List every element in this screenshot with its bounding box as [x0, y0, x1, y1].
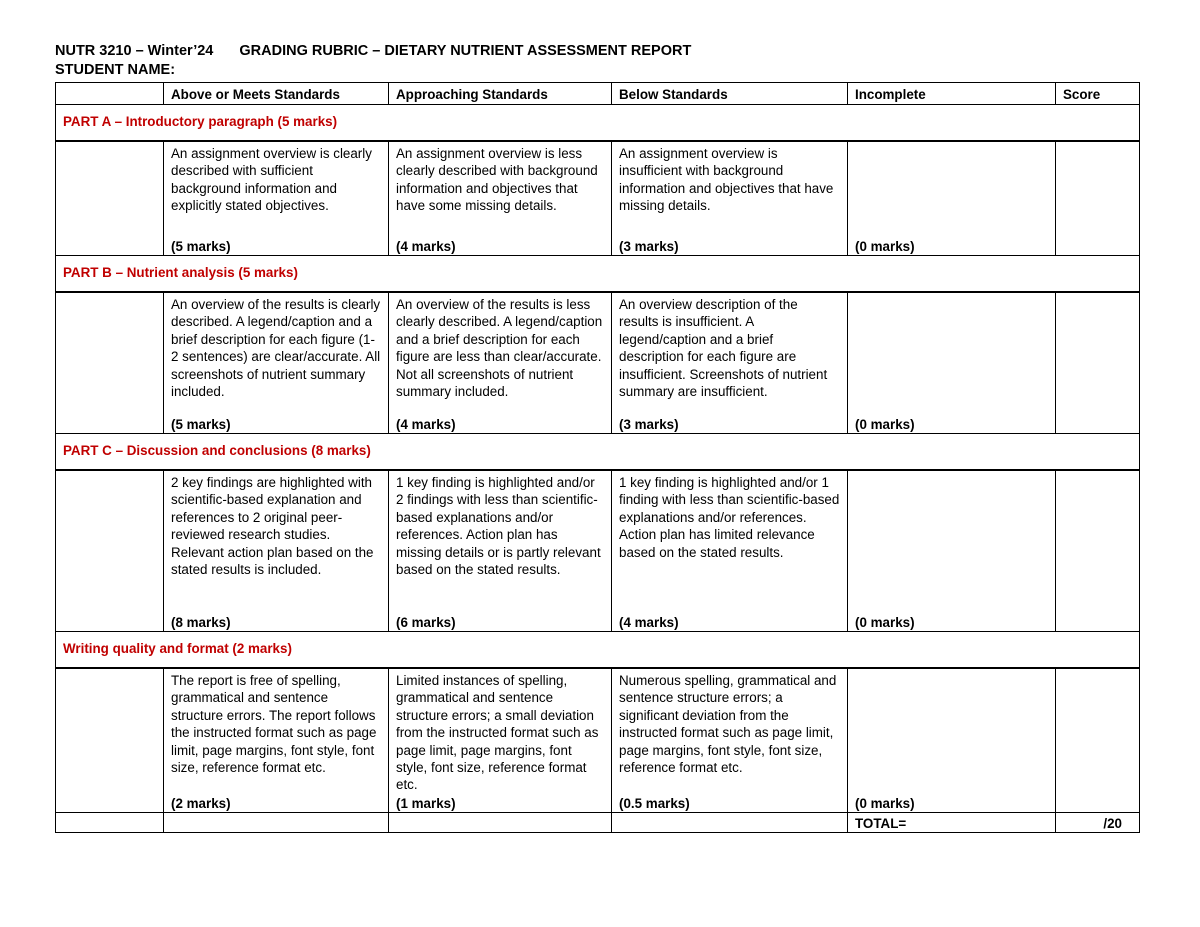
blank-header-cell	[56, 83, 164, 105]
rubric-row	[56, 470, 1140, 632]
score-cell[interactable]	[1056, 141, 1140, 256]
criteria-cell-incomplete	[848, 292, 1056, 434]
total-blank-cell	[389, 813, 612, 833]
rubric-table	[55, 82, 1140, 833]
criteria-cell-approaching	[389, 292, 612, 434]
student-name-label: STUDENT NAME:	[55, 62, 176, 78]
row-label-cell	[56, 292, 164, 434]
criteria-cell-above	[164, 668, 389, 813]
criteria-marks: (8 marks)	[171, 614, 231, 630]
criteria-description: An overview of the results is clearly described. A legend/caption and a brief description for each figure (1-2 sentences) are clear/accurate. All screenshots of nutrient summary included.	[171, 297, 381, 400]
criteria-description: Limited instances of spelling, grammatical and sentence structure errors; a small deviation from the instructed format such as page limit, page margins, font style, font size, reference format etc.	[396, 673, 599, 793]
criteria-description: 1 key finding is highlighted and/or 1 finding with less than scientific-based explanations and/or references. Action plan has limited relevance based on the stated results.	[619, 475, 840, 560]
rubric-title: GRADING RUBRIC – DIETARY NUTRIENT ASSESSMENT REPORT	[239, 43, 692, 59]
course-code: NUTR 3210 – Winter’24	[55, 43, 214, 59]
column-header-incomplete: Incomplete	[848, 83, 1056, 105]
total-blank-cell	[56, 813, 164, 833]
criteria-marks: (5 marks)	[171, 238, 231, 254]
section-title: PART C – Discussion and conclusions (8 marks)	[56, 434, 1140, 471]
rubric-row	[56, 292, 1140, 434]
criteria-marks: (4 marks)	[396, 416, 456, 432]
criteria-cell-above	[164, 470, 389, 632]
criteria-cell-incomplete	[848, 141, 1056, 256]
criteria-cell-below	[612, 292, 848, 434]
total-row	[56, 813, 1140, 833]
criteria-marks: (3 marks)	[619, 238, 679, 254]
section-title-row	[56, 632, 1140, 669]
criteria-marks: (1 marks)	[396, 795, 456, 811]
criteria-marks: (5 marks)	[171, 416, 231, 432]
score-cell[interactable]	[1056, 292, 1140, 434]
criteria-cell-approaching	[389, 668, 612, 813]
score-cell[interactable]	[1056, 668, 1140, 813]
column-header-row	[56, 83, 1140, 105]
score-cell[interactable]	[1056, 470, 1140, 632]
criteria-cell-incomplete	[848, 470, 1056, 632]
criteria-cell-below	[612, 141, 848, 256]
criteria-marks: (3 marks)	[619, 416, 679, 432]
column-header-approaching: Approaching Standards	[389, 83, 612, 105]
criteria-marks: (0 marks)	[855, 795, 915, 811]
header-title-line	[55, 42, 691, 61]
criteria-marks: (0 marks)	[855, 238, 915, 254]
criteria-cell-incomplete	[848, 668, 1056, 813]
criteria-description: An overview of the results is less clearly described. A legend/caption and a brief description for each figure are less than clear/accurate. Not all screenshots of nutrient summary included.	[396, 297, 603, 400]
section-title-row	[56, 105, 1140, 142]
criteria-marks: (0 marks)	[855, 416, 915, 432]
section-title-row	[56, 434, 1140, 471]
rubric-row	[56, 668, 1140, 813]
column-header-above: Above or Meets Standards	[164, 83, 389, 105]
criteria-description: An overview description of the results is insufficient. A legend/caption and a brief description for each figure are insufficient. Screenshots of nutrient summary are insufficient.	[619, 297, 828, 400]
criteria-description: An assignment overview is clearly described with sufficient background information and explicitly stated objectives.	[171, 146, 372, 214]
criteria-description: Numerous spelling, grammatical and sentence structure errors; a significant deviation from the instructed format such as page limit, page margins, font style, font size, reference format etc.	[619, 673, 837, 776]
section-title: PART B – Nutrient analysis (5 marks)	[56, 256, 1140, 293]
criteria-marks: (6 marks)	[396, 614, 456, 630]
total-blank-cell	[612, 813, 848, 833]
total-score[interactable]: /20	[1056, 813, 1140, 833]
criteria-cell-approaching	[389, 141, 612, 256]
criteria-cell-below	[612, 668, 848, 813]
section-title-row	[56, 256, 1140, 293]
section-title: PART A – Introductory paragraph (5 marks)	[56, 105, 1140, 142]
criteria-description: An assignment overview is insufficient with background information and objectives that have missing details.	[619, 146, 834, 214]
criteria-marks: (0.5 marks)	[619, 795, 690, 811]
criteria-marks: (4 marks)	[619, 614, 679, 630]
criteria-marks: (2 marks)	[171, 795, 231, 811]
criteria-cell-above	[164, 141, 389, 256]
column-header-below: Below Standards	[612, 83, 848, 105]
row-label-cell	[56, 470, 164, 632]
page-header	[55, 42, 691, 80]
row-label-cell	[56, 141, 164, 256]
criteria-cell-approaching	[389, 470, 612, 632]
criteria-description: The report is free of spelling, grammatical and sentence structure errors. The report follows the instructed format such as page limit, page margins, font style, font size, reference format etc.	[171, 673, 377, 776]
criteria-cell-below	[612, 470, 848, 632]
criteria-marks: (4 marks)	[396, 238, 456, 254]
total-blank-cell	[164, 813, 389, 833]
section-title: Writing quality and format (2 marks)	[56, 632, 1140, 669]
column-header-score: Score	[1056, 83, 1140, 105]
rubric-row	[56, 141, 1140, 256]
total-label: TOTAL=	[848, 813, 1056, 833]
criteria-description: 1 key finding is highlighted and/or 2 findings with less than scientific-based explanations and/or references. Action plan has missing details or is partly relevant based on the stated results.	[396, 475, 601, 578]
criteria-description: An assignment overview is less clearly described with background information and objectives that have some missing details.	[396, 146, 598, 214]
criteria-marks: (0 marks)	[855, 614, 915, 630]
row-label-cell	[56, 668, 164, 813]
criteria-cell-above	[164, 292, 389, 434]
criteria-description: 2 key findings are highlighted with scientific-based explanation and references to 2 original peer-reviewed research studies. Relevant action plan based on the stated results is included.	[171, 475, 374, 578]
